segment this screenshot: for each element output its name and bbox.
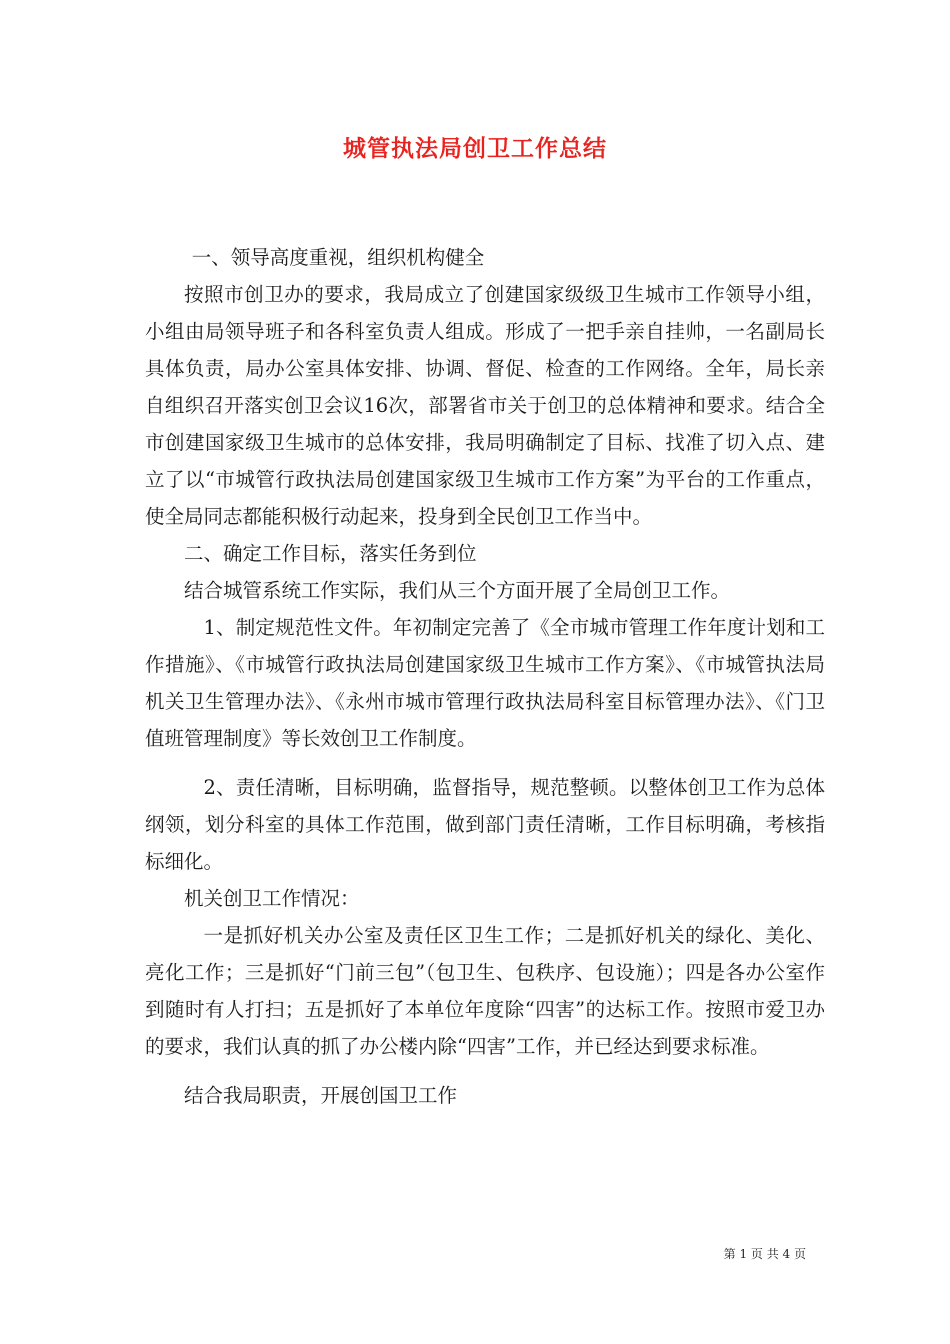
section-heading-1: 一、领导高度重视，组织机构健全 <box>191 246 485 269</box>
list-item-2: 2、责任清晰，目标明确，监督指导，规范整顿。以整体创卫工作为总体纲领，划分科室的具体工作范围，做到部门责任清晰，工作目标明确，考核指标细化。 <box>145 776 825 873</box>
paragraph-gap <box>145 757 825 769</box>
page-title: 城管执法局创卫工作总结 <box>343 135 607 162</box>
paragraph: 结合我局职责，开展创国卫工作 <box>184 1084 458 1107</box>
document-body <box>145 239 825 1114</box>
paragraph: 按照市创卫办的要求，我局成立了创建国家级级卫生城市工作领导小组，小组由局领导班子和各科室负责人组成。形成了一把手亲自挂帅，一名副局长具体负责，局办公室具体安排、协调、督促、检查的工作网络。全年，局长亲自组织召开落实创卫会议16次，部署省市关于创卫的总体精神和要求。结合全市创建国家级卫生城市的总体安排，我局明确制定了目标、找准了切入点、建立了以“市城管行政执法局创建国家级卫生城市工作方案”为平台的工作重点，使全局同志都能积极行动起来，投身到全民创卫工作当中。 <box>145 283 825 528</box>
page-number: 第 1 页 共 4 页 <box>723 1247 806 1261</box>
paragraph-gap <box>145 1065 825 1077</box>
paragraph: 一是抓好机关办公室及责任区卫生工作；二是抓好机关的绿化、美化、亮化工作；三是抓好“门前三包”（包卫生、包秩序、包设施）；四是各办公室作到随时有人打扫；五是抓好了本单位年度除“四害”的达标工作。按照市爱卫办的要求，我们认真的抓了办公楼内除“四害”工作，并已经达到要求标准。 <box>145 924 825 1058</box>
paragraph: 结合城管系统工作实际，我们从三个方面开展了全局创卫工作。 <box>184 579 731 602</box>
section-heading-2: 二、确定工作目标，落实任务到位 <box>184 542 477 565</box>
list-item-1: 1、制定规范性文件。年初制定完善了《全市城市管理工作年度计划和工作措施》、《市城管行政执法局创建国家级卫生城市工作方案》、《市城管执法局机关卫生管理办法》、《永州市城市管理行政执法局科室目标管理办法》、《门卫值班管理制度》等长效创卫工作制度。 <box>145 616 825 750</box>
subheading: 机关创卫工作情况： <box>184 887 360 910</box>
